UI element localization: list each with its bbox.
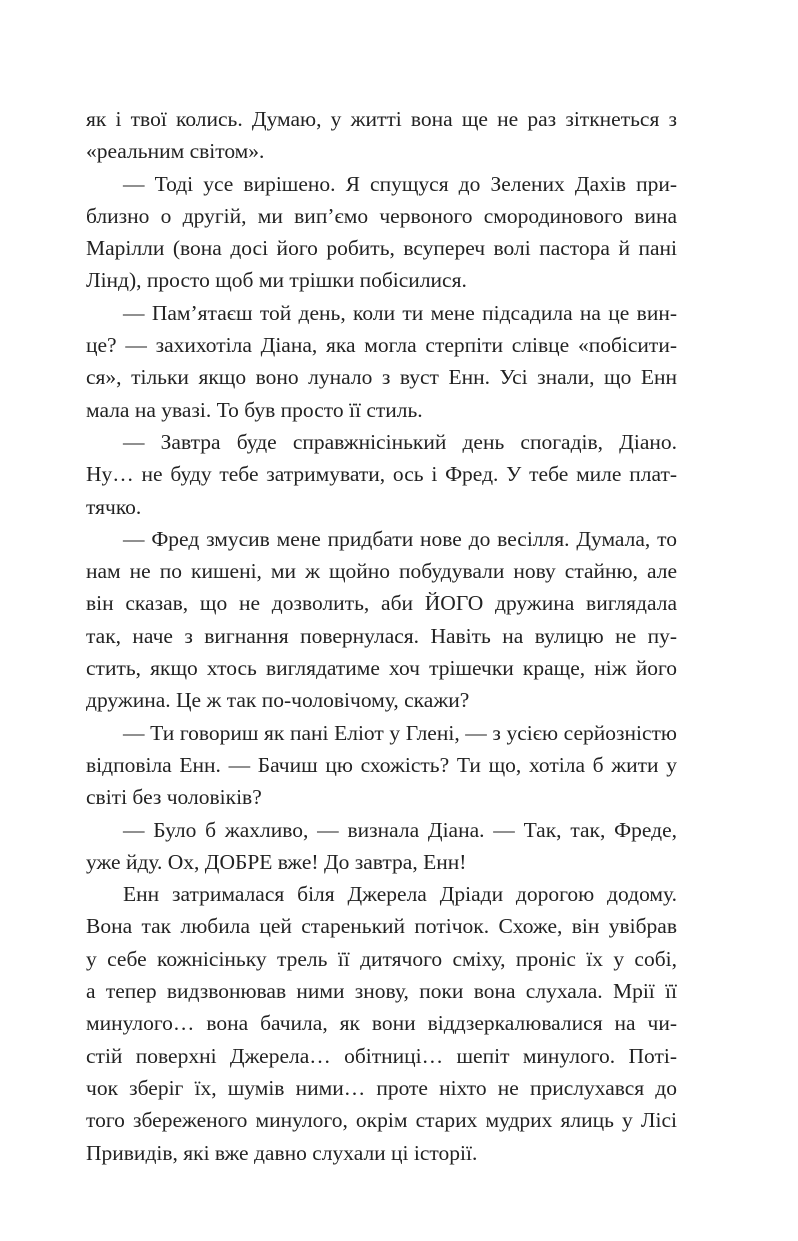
text-line: стій поверхні Джерела… обітниці… шепіт минулого. Поті- xyxy=(86,1043,677,1068)
text-line: а тепер видзвонював ними знову, поки вона слухала. Мрії її xyxy=(86,979,677,1004)
text-line: «реальним світом». xyxy=(86,139,265,164)
text-line: близно о другій, ми вип’ємо червоного смородинового вина xyxy=(86,203,677,228)
paragraph xyxy=(86,878,677,1169)
text-line: того збереженого минулого, окрім старих мудрих ялиць у Лісі xyxy=(86,1108,677,1133)
body-text xyxy=(86,103,677,1169)
paragraph xyxy=(86,426,677,523)
text-line: чок зберіг їх, шумів ними… проте ніхто не прислухався до xyxy=(86,1075,677,1100)
paragraph xyxy=(86,297,677,426)
text-line: Привидів, які вже давно слухали ці історії. xyxy=(86,1140,478,1165)
paragraph xyxy=(86,168,677,297)
text-line: дружина. Це ж так по-чоловічому, скажи? xyxy=(86,688,470,713)
text-line: — Пам’ятаєш той день, коли ти мене підсадила на це вин- xyxy=(123,300,677,325)
text-line: він сказав, що не дозволить, аби ЙОГО дружина виглядала xyxy=(86,591,677,616)
text-line: Ну… не буду тебе затримувати, ось і Фред. У тебе миле плат- xyxy=(86,462,677,487)
text-line: стить, якщо хтось виглядатиме хоч трішечки краще, ніж його xyxy=(86,656,677,681)
text-line: у себе кожнісіньку трель її дитячого сміху, проніс їх у собі, xyxy=(86,946,677,971)
text-line: ся», тільки якщо воно лунало з вуст Енн. Усі знали, що Енн xyxy=(86,365,677,390)
text-line: — Фред змусив мене придбати нове до весілля. Думала, то xyxy=(123,526,677,551)
text-line: минулого… вона бачила, як вони віддзеркалювалися на чи- xyxy=(86,1011,677,1036)
text-line: тячко. xyxy=(86,494,142,519)
paragraph xyxy=(86,717,677,814)
paragraph xyxy=(86,814,677,879)
text-line: нам не по кишені, ми ж щойно побудували нову стайню, але xyxy=(86,559,677,584)
text-line: відповіла Енн. — Бачиш цю схожість? Ти що, хотіла б жити у xyxy=(86,752,677,777)
text-line: — Завтра буде справжнісінький день спогадів, Діано. xyxy=(123,429,677,454)
text-line: як і твої колись. Думаю, у житті вона ще не раз зіткнеться з xyxy=(86,107,677,131)
text-line: це? — захихотіла Діана, яка могла стерпіти слівце «побісити- xyxy=(86,333,677,358)
text-line: Марілли (вона досі його робить, всупереч волі пастора й пані xyxy=(86,236,677,261)
text-line: — Було б жахливо, — визнала Діана. — Так, так, Фреде, xyxy=(123,817,677,842)
text-line: Вона так любила цей старенький потічок. Схоже, він увібрав xyxy=(86,914,677,939)
paragraph xyxy=(86,523,677,717)
text-line: світі без чоловіків? xyxy=(86,785,262,810)
paragraph xyxy=(86,103,677,168)
text-line: Лінд), просто щоб ми трішки побісилися. xyxy=(86,268,467,293)
text-line: Енн затрималася біля Джерела Дріади дорогою додому. xyxy=(123,882,677,907)
text-line: — Тоді усе вирішено. Я спущуся до Зелених Дахів при- xyxy=(123,171,677,196)
text-line: уже йду. Ох, ДОБРЕ вже! До завтра, Енн! xyxy=(86,849,467,874)
text-line: — Ти говориш як пані Еліот у Глені, — з усією серйозністю xyxy=(123,720,677,745)
text-line: так, наче з вигнання повернулася. Навіть на вулицю не пу- xyxy=(86,623,677,648)
text-line: мала на увазі. То був просто її стиль. xyxy=(86,397,423,422)
